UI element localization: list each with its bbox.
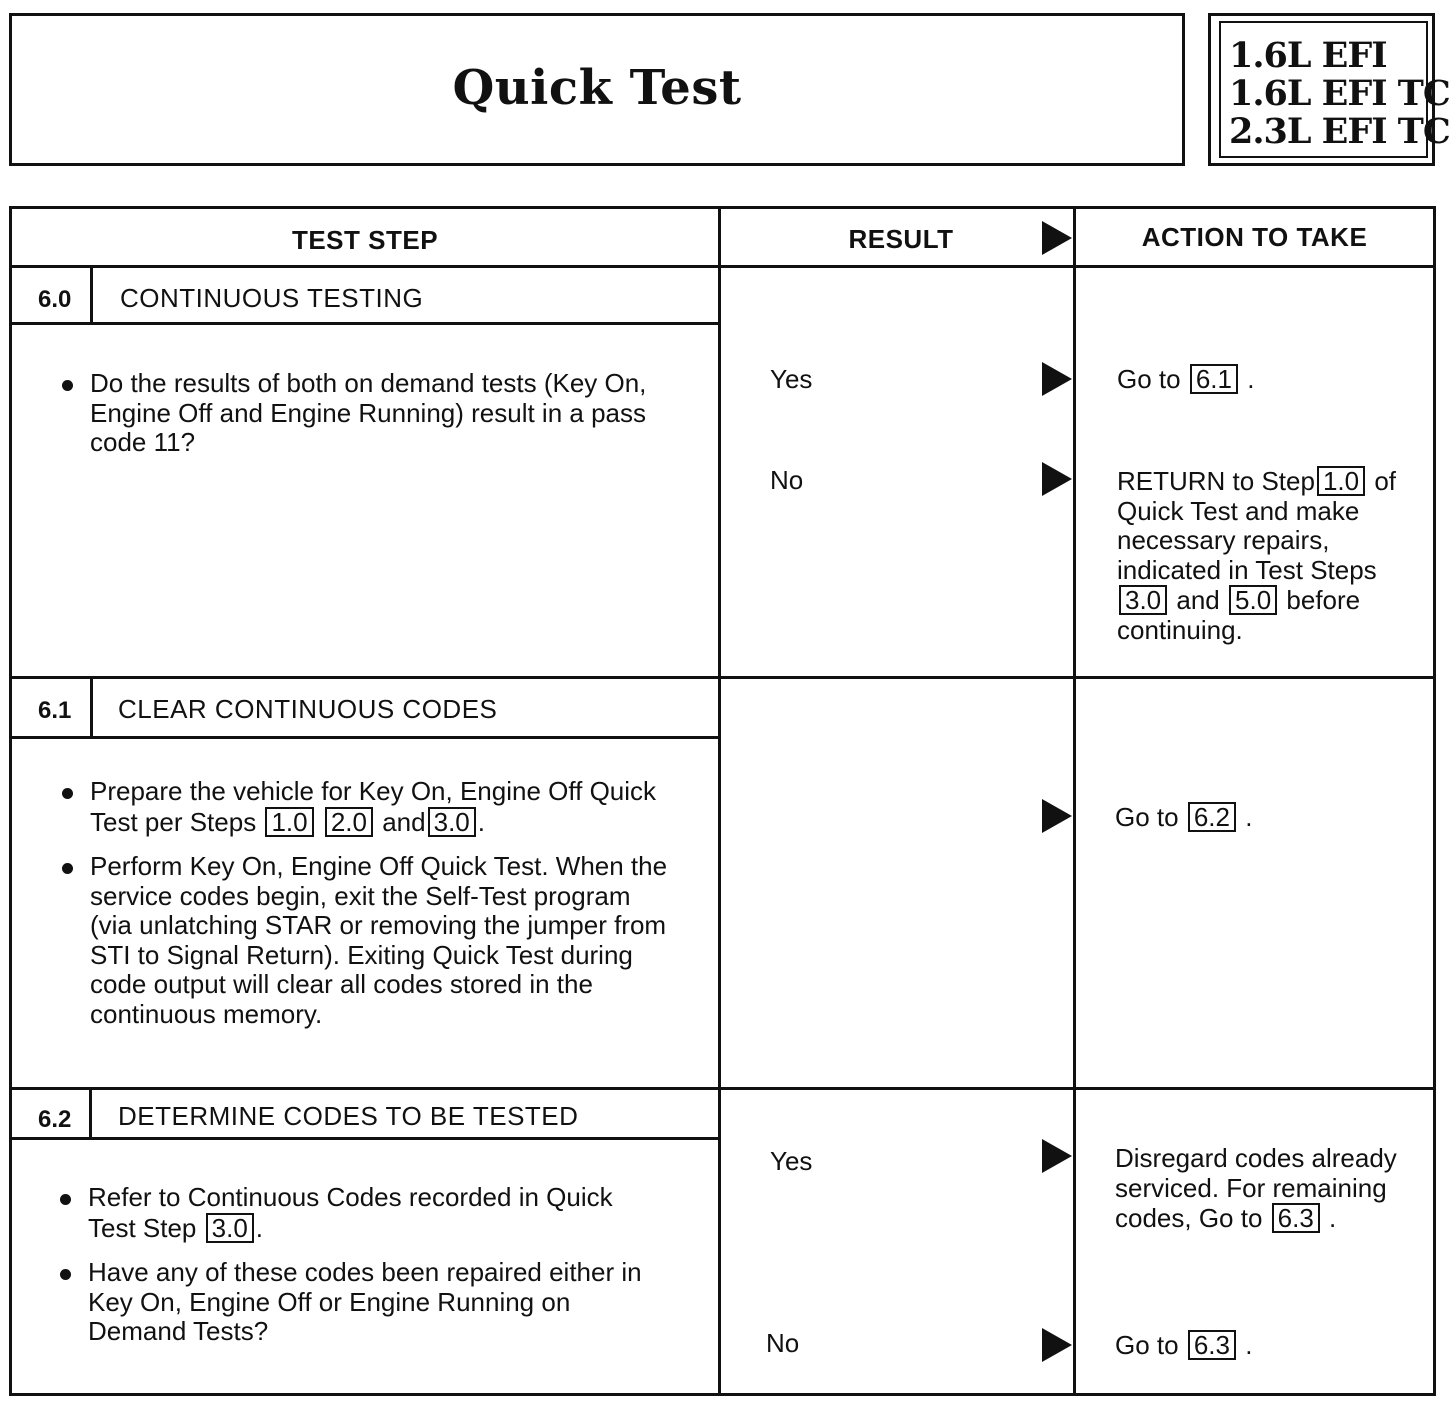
step-title-6-2: DETERMINE CODES TO BE TESTED (118, 1101, 579, 1131)
engine-line-2: 1.6L EFI TC (1229, 73, 1450, 114)
action-6-1: Go to 6.2 . (1115, 802, 1253, 832)
step-number-6-2: 6.2 (38, 1106, 72, 1133)
step-6-1-instructions (62, 777, 672, 1044)
result-no-6-2: No (766, 1328, 800, 1358)
result-no-6-0: No (770, 465, 804, 495)
step-6-2-instructions (60, 1183, 660, 1362)
result-yes-6-0: Yes (770, 364, 813, 394)
step-6-2-bullet-1: Refer to Continuous Codes recorded in Quick Test Step 3.0 . (60, 1183, 660, 1243)
row-separator-6-2 (9, 1087, 1436, 1090)
result-yes-6-2: Yes (770, 1146, 813, 1176)
result-arrow-icon (1042, 462, 1072, 496)
step-ref-5-0: 5.0 (1229, 585, 1277, 615)
step-number-6-1: 6.1 (38, 697, 72, 724)
step-6-0-bullet-1: Do the results of both on demand tests (Key On, Engine Off and Engine Running) result in a pass code 11? (62, 369, 652, 458)
step-title-rule-6-2 (12, 1137, 718, 1140)
column-header-action: ACTION TO TAKE (1141, 222, 1368, 252)
step-ref-1-0: 1.0 (265, 807, 313, 837)
engine-line-1: 1.6L EFI (1229, 35, 1387, 76)
action-no-6-2: Go to 6.3 . (1115, 1330, 1253, 1360)
step-ref-1-0: 1.0 (1317, 466, 1365, 496)
page-title: Quick Test (452, 60, 742, 116)
engine-applicability-inner (1219, 21, 1450, 158)
header-arrow-icon (1042, 221, 1072, 255)
step-ref-6-3: 6.3 (1272, 1203, 1320, 1233)
step-6-1-bullet-2: Perform Key On, Engine Off Quick Test. When the service codes begin, exit the Self-Test program (via unlatching STAR or removing the jumper from STI to Signal Return). Exiting Quick Test during code output will clear all codes stored in the continuous memory. (62, 852, 672, 1029)
column-header-test-step: TEST STEP (291, 225, 439, 255)
result-arrow-icon (1042, 799, 1072, 833)
action-yes-6-2: Disregard codes already serviced. For remaining codes, Go to 6.3 . (1115, 1143, 1397, 1233)
result-arrow-icon (1042, 1139, 1072, 1173)
step-number-divider-6-2 (89, 1090, 92, 1139)
result-arrow-icon (1042, 1328, 1072, 1362)
step-ref-3-0: 3.0 (428, 807, 476, 837)
action-no-6-0: RETURN to Step 1.0 of Quick Test and make necessary repairs, indicated in Test Steps3.0 and 5.0 before continuing. (1117, 466, 1397, 645)
step-title-6-1: CLEAR CONTINUOUS CODES (118, 694, 498, 724)
row-separator-6-1 (9, 676, 1436, 679)
step-ref-6-3: 6.3 (1188, 1330, 1236, 1360)
column-divider-result (718, 206, 721, 1396)
step-number-divider-6-1 (90, 679, 93, 738)
step-ref-3-0: 3.0 (1119, 585, 1167, 615)
step-6-1-bullet-1: Prepare the vehicle for Key On, Engine Off Quick Test per Steps 1.0 2.0 and 3.0 . (62, 777, 672, 837)
engine-applicability-box (1208, 13, 1450, 166)
title-box (9, 13, 1185, 166)
header-rule (9, 265, 1436, 268)
step-number-divider-6-0 (90, 268, 93, 325)
step-ref-6-2: 6.2 (1188, 802, 1236, 832)
step-number-6-0: 6.0 (38, 286, 72, 313)
step-title-rule-6-0 (12, 322, 718, 325)
step-title-rule-6-1 (12, 736, 718, 739)
step-title-6-0: CONTINUOUS TESTING (120, 283, 424, 313)
action-yes-6-0: Go to 6.1 . (1117, 364, 1255, 394)
step-ref-2-0: 2.0 (325, 807, 373, 837)
result-arrow-icon (1042, 362, 1072, 396)
column-divider-action (1073, 206, 1076, 1396)
engine-line-3: 2.3L EFI TC (1229, 111, 1450, 152)
step-6-2-bullet-2: Have any of these codes been repaired either in Key On, Engine Off or Engine Running on Demand Tests? (60, 1258, 660, 1347)
step-6-0-instructions (62, 369, 652, 473)
column-header-result: RESULT (848, 224, 954, 254)
step-ref-3-0: 3.0 (206, 1213, 254, 1243)
step-ref-6-1: 6.1 (1190, 364, 1238, 394)
